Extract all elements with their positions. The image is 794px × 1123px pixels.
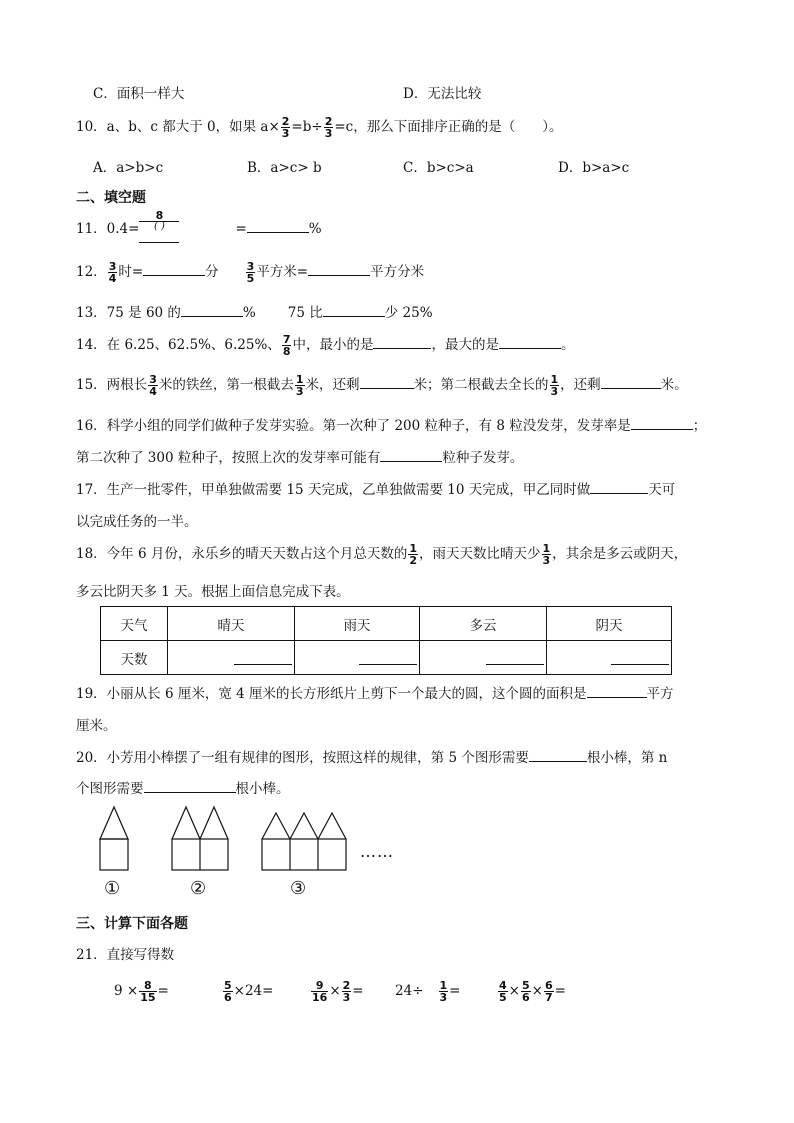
figure-3	[262, 813, 346, 870]
q10-option-d: D．b>a>c	[558, 160, 630, 176]
weather-table	[100, 606, 672, 675]
table-header-weather: 天气	[101, 607, 168, 641]
q13: 13．75 是 60 的 % 75 比 少 25%	[76, 301, 433, 321]
figure-2	[172, 807, 228, 870]
q19-line-2: 厘米。	[76, 718, 117, 734]
q16-blank-2[interactable]	[380, 448, 442, 463]
figure-1	[100, 807, 128, 870]
calc-expr-5: $\frac{4}{5}$ × $\frac{5}{6}$ × $\frac{6}{7}$ =	[499, 979, 566, 1004]
q9-option-d: D．无法比较	[403, 86, 482, 102]
stick-pattern-figures	[90, 805, 420, 875]
ellipsis: ……	[360, 842, 394, 861]
section-fill-in-title: 二、填空题	[76, 190, 146, 206]
q20-blank-2[interactable]	[144, 779, 236, 794]
q13-blank-1[interactable]	[181, 303, 243, 318]
q18-line-2: 多云比阴天多 1 天。根据上面信息完成下表。	[76, 584, 350, 600]
q12-blank-1[interactable]	[143, 262, 205, 277]
table-header-cloudy: 多云	[420, 607, 547, 641]
q21-title: 21．直接写得数	[76, 947, 175, 963]
q13-blank-2[interactable]	[323, 303, 385, 318]
q15-blank-1[interactable]	[360, 375, 414, 390]
q11: 11．0.4= 8 ( ) = %	[76, 216, 322, 243]
q14: 14．在 6.25、62.5%、6.25%、 $\frac{7}{8}$ 中，最小的是 ，最大的是 。	[76, 333, 575, 358]
q10-option-c: C．b>c>a	[403, 160, 474, 176]
q16-line-1: 16．科学小组的同学们做种子发芽实验。第一次种了 200 粒种子，有 8 粒没发芽，发芽率是 ；	[76, 414, 706, 434]
q10-option-b: B．a>c> b	[247, 160, 322, 176]
q15: 15．两根长 $\frac{3}{4}$ 米的铁丝，第一根截去 $\frac{1}{3}$ 米，还剩 米；第二根截去全长的 $\frac{1}{3}$ ，还剩 米。	[76, 373, 688, 398]
figure-label-3: ③	[290, 878, 307, 899]
q9-option-c: C．面积一样大	[93, 86, 185, 102]
table-header-overcast: 阴天	[547, 607, 672, 641]
section-calc-title: 三、计算下面各题	[76, 916, 188, 932]
table-header-rainy: 雨天	[295, 607, 420, 641]
q14-blank-2[interactable]	[499, 335, 561, 350]
q17-line-1: 17．生产一批零件，甲单独做需要 15 天完成，乙单独做需要 10 天完成，甲乙同时做 天可	[76, 478, 675, 498]
q18-line-1: 18．今年 6 月份，永乐乡的晴天天数占这个月总天数的 $\frac{1}{2}$ ，雨天天数比晴天少 $\frac{1}{3}$ ，其余是多云或阴天，	[76, 542, 688, 567]
figure-label-2: ②	[190, 878, 207, 899]
figure-label-1: ①	[104, 878, 121, 899]
cloudy-days-blank[interactable]	[486, 646, 544, 665]
q12: 12． $\frac{3}{4}$ 时= 分 $\frac{3}{5}$ 平方米= 平方分米	[76, 260, 425, 285]
sunny-days-blank[interactable]	[234, 646, 292, 665]
q19-line-1: 19．小丽从长 6 厘米，宽 4 厘米的长方形纸片上剪下一个最大的圆，这个圆的面积是 平方	[76, 682, 674, 702]
calc-expr-3: $\frac{9}{16}$ × $\frac{2}{3}$ =	[312, 979, 364, 1004]
calc-expr-4: 24÷ $\frac{1}{3}$ =	[395, 979, 461, 1004]
q10-option-a: A．a>b>c	[93, 160, 164, 176]
q20-line-1: 20．小芳用小棒摆了一组有规律的图形，按照这样的规律，第 5 个图形需要 根小棒，第 n	[76, 746, 667, 766]
q15-blank-2[interactable]	[601, 375, 661, 390]
q20-line-2: 个图形需要 根小棒。	[76, 777, 290, 797]
q16-line-2: 第二次种了 300 粒种子，按照上次的发芽率可能有 粒种子发芽。	[76, 446, 523, 466]
q17-line-2: 以完成任务的一半。	[76, 514, 198, 530]
table-row-label: 天数	[101, 641, 168, 675]
rainy-days-blank[interactable]	[359, 646, 417, 665]
table-header-sunny: 晴天	[168, 607, 295, 641]
calc-expr-1: 9 × $\frac{8}{15}$ =	[114, 979, 169, 1004]
q16-blank-1[interactable]	[631, 416, 693, 431]
q17-blank[interactable]	[590, 480, 648, 495]
q19-blank[interactable]	[587, 684, 647, 699]
q11-blank[interactable]	[247, 219, 309, 234]
q10-stem: 10．a、b、c 都大于 0，如果 a× $\frac{2}{3}$ =b÷ $\frac{2}{3}$ =c，那么下面排序正确的是（ ）。	[76, 115, 563, 140]
calc-expr-2: $\frac{5}{6}$ ×24=	[224, 979, 274, 1004]
overcast-days-blank[interactable]	[611, 646, 669, 665]
q12-blank-2[interactable]	[308, 262, 370, 277]
q14-blank-1[interactable]	[373, 335, 431, 350]
q20-blank-1[interactable]	[529, 748, 587, 763]
